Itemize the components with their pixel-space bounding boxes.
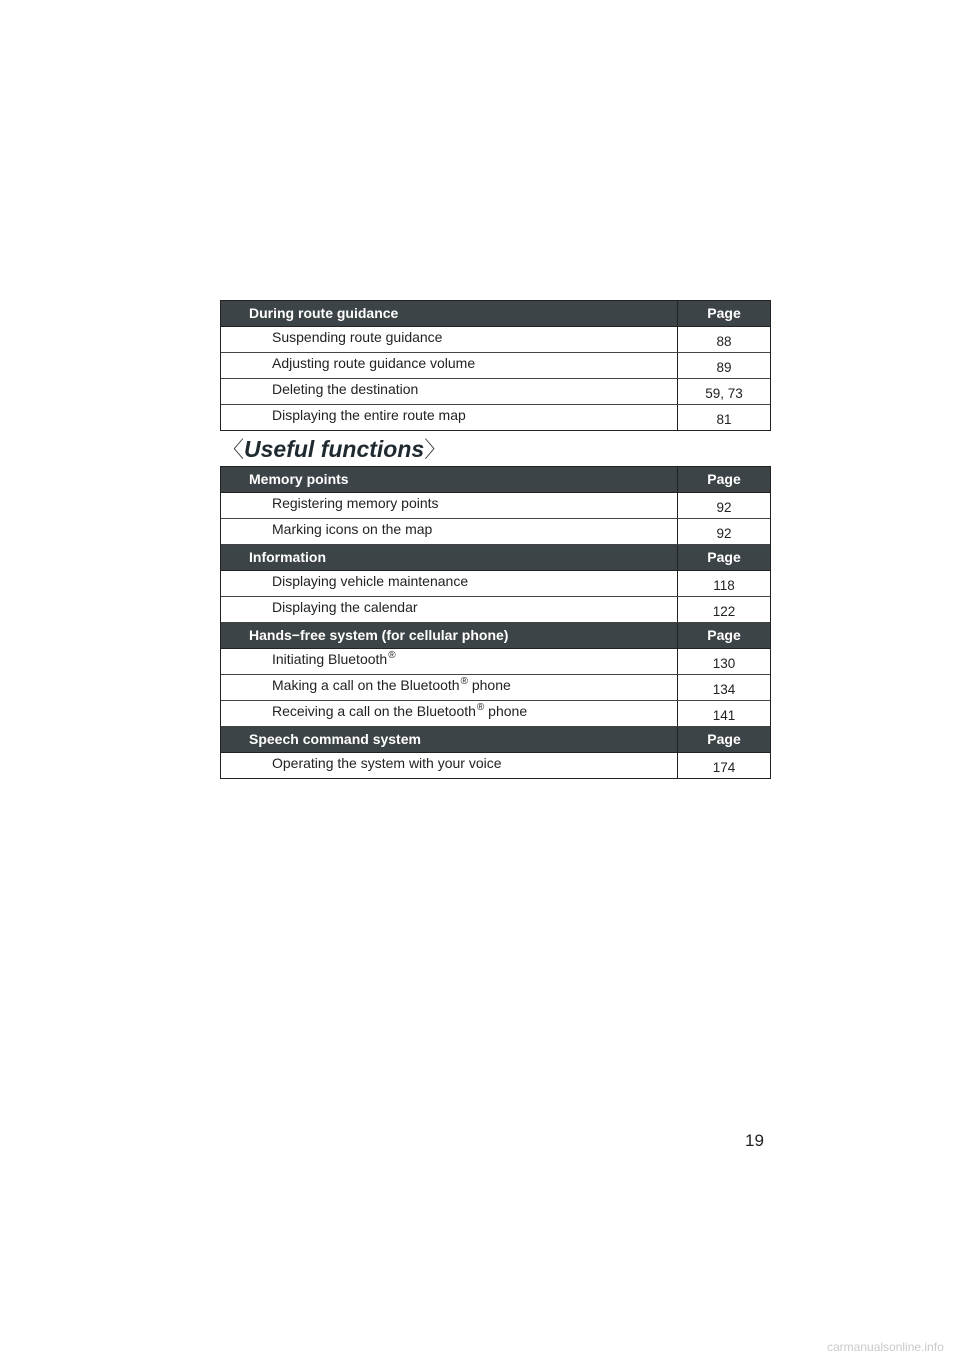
row-label: Suspending route guidance [221, 327, 678, 352]
row-page: 81 [716, 412, 732, 427]
table-row [221, 571, 770, 597]
row-label: Adjusting route guidance volume [221, 353, 678, 378]
row-page: 59, 73 [705, 386, 743, 401]
header-page: Page [707, 471, 741, 487]
row-page: 130 [712, 656, 736, 671]
header-label: Information [221, 545, 678, 570]
header-page: Page [707, 627, 741, 643]
section-title-text: Useful functions [244, 436, 425, 462]
header-label: Hands−free system (for cellular phone) [221, 623, 678, 648]
watermark: carmanualsonline.info [827, 1340, 944, 1354]
row-label-suffix: phone [467, 677, 511, 693]
table-row [221, 753, 770, 778]
table-row [221, 353, 770, 379]
header-page: Page [707, 731, 741, 747]
row-page: 92 [716, 526, 732, 541]
bracket-open: 〈 [222, 437, 245, 462]
route-guidance-table [220, 300, 771, 431]
table-row [221, 597, 770, 623]
registered-mark: ® [460, 676, 468, 688]
table-row [221, 493, 770, 519]
table-row [221, 405, 770, 430]
row-page: 88 [716, 334, 732, 349]
header-label: Memory points [221, 467, 678, 492]
header-label: Speech command system [221, 727, 678, 752]
row-label: Operating the system with your voice [221, 753, 678, 778]
header-label: During route guidance [221, 301, 678, 326]
table-row [221, 519, 770, 545]
useful-functions-table [220, 466, 771, 779]
table-header [221, 301, 770, 327]
row-label: Displaying the calendar [221, 597, 678, 622]
row-label [221, 701, 678, 726]
row-label-suffix: phone [484, 703, 528, 719]
section-title [222, 433, 446, 464]
row-label-text: Initiating Bluetooth [272, 651, 388, 667]
table-row [221, 701, 770, 727]
row-page: 134 [712, 682, 736, 697]
table-header [221, 467, 770, 493]
row-page: 89 [716, 360, 732, 375]
row-page: 122 [712, 604, 736, 619]
header-page: Page [707, 305, 741, 321]
row-label: Displaying vehicle maintenance [221, 571, 678, 596]
row-page: 92 [716, 500, 732, 515]
bracket-close: 〉 [424, 437, 447, 462]
page-number: 19 [745, 1131, 764, 1150]
table-header [221, 727, 770, 753]
registered-mark: ® [388, 650, 396, 662]
table-header [221, 545, 770, 571]
table-row [221, 327, 770, 353]
row-page: 118 [713, 578, 735, 593]
row-label [221, 649, 678, 674]
row-label-text: Making a call on the Bluetooth [272, 677, 460, 693]
table-header [221, 623, 770, 649]
registered-mark: ® [476, 702, 485, 714]
row-label [221, 675, 678, 700]
row-page: 174 [712, 760, 736, 775]
table-row [221, 379, 770, 405]
row-label: Registering memory points [221, 493, 678, 518]
row-label: Displaying the entire route map [221, 405, 678, 430]
table-row [221, 649, 770, 675]
row-label-text: Receiving a call on the Bluetooth [272, 703, 476, 719]
row-label: Deleting the destination [221, 379, 678, 404]
row-page: 141 [712, 708, 736, 723]
header-page: Page [707, 549, 741, 565]
table-row [221, 675, 770, 701]
row-label: Marking icons on the map [221, 519, 678, 544]
